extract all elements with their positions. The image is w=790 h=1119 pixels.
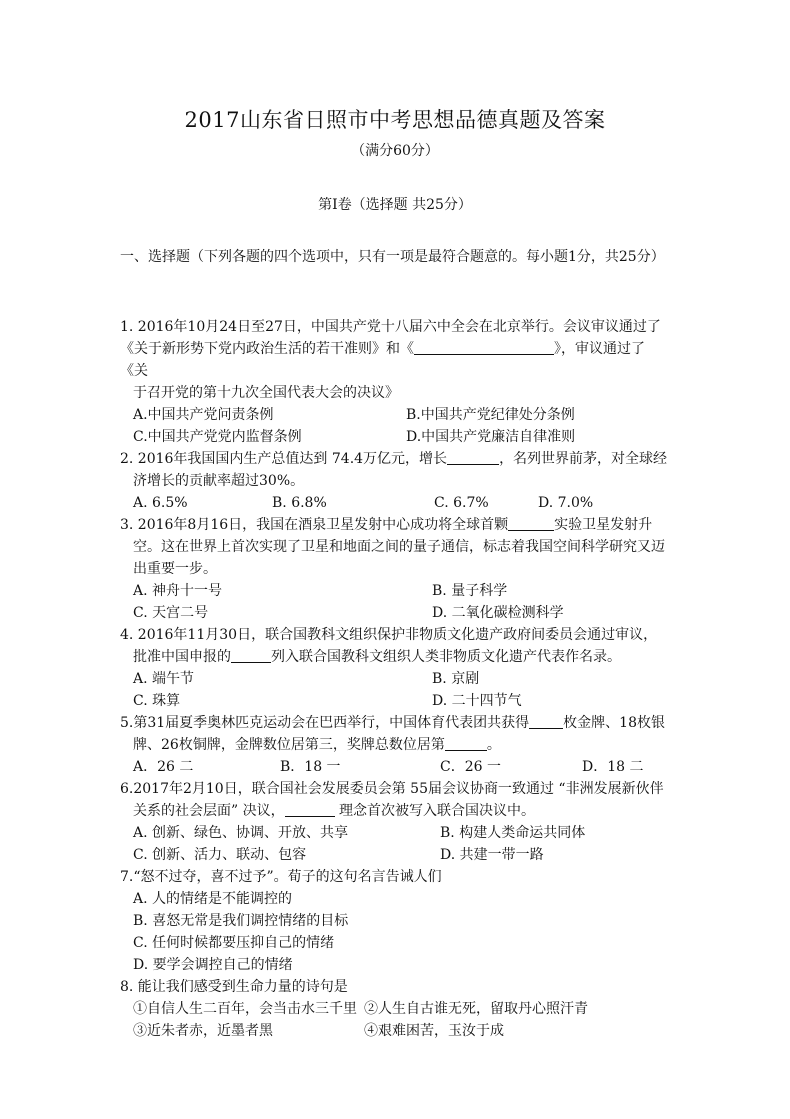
q1-stem-line: 《关: [120, 363, 148, 379]
q6-option-d: D. 共建一带一路: [440, 847, 544, 863]
q8-choice-3: ③近朱者赤，近墨者黑: [133, 1023, 273, 1039]
q3-stem-line: 空。这在世界上首次实现了卫星和地面之间的量子通信，标志着我国空间科学研究又迈: [133, 539, 665, 555]
q7-option-d: D. 要学会调控自己的情绪: [133, 957, 293, 973]
q4-stem-text: 列入联合国教科文组织人类非物质文化遗产代表作名录。: [271, 649, 621, 665]
q2-stem-line: [120, 450, 667, 468]
q4-option-c: C. 珠算: [133, 693, 181, 709]
q1-option-b: B.中国共产党纪律处分条例: [406, 407, 575, 423]
q3-stem-text: 3. 2016年8月16日，我国在酒泉卫星发射中心成功将全球首颗: [120, 517, 509, 533]
q5-option-a: A．26 二: [133, 759, 194, 775]
q3-option-b: B. 量子科学: [432, 583, 508, 599]
q4-option-a: A. 端午节: [133, 671, 195, 687]
q1-option-c: C.中国共产党党内监督条例: [133, 429, 302, 445]
q3-stem-line: 出重要一步。: [133, 561, 217, 577]
q8-choice-2: ②人生自古谁无死，留取丹心照汗青: [364, 1001, 588, 1017]
q5-stem-text: 5.第31届夏季奥林匹克运动会在巴西举行，中国体育代表团共获得: [120, 715, 530, 731]
score-note: （满分60分）: [351, 143, 439, 159]
q5-option-c: C．26 一: [440, 759, 501, 775]
q1-stem-text: 》，审议通过了: [554, 341, 645, 357]
q2-stem-text: 2. 2016年我国国内生产总值达到 74.4万亿元，增长: [120, 451, 448, 467]
q3-stem-text: 实验卫星发射升: [554, 517, 653, 533]
q3-option-c: C. 天宫二号: [133, 605, 209, 621]
answer-blank: [529, 714, 563, 729]
q1-option-d: D.中国共产党廉洁自律准则: [406, 429, 576, 445]
q5-stem-text: 。: [486, 737, 501, 753]
answer-blank: [285, 802, 335, 817]
q5-stem-text: 牌、26枚铜牌，金牌数位居第三，奖牌总数位居第: [133, 737, 445, 753]
q7-option-c: C. 任何时候都要压抑自己的情绪: [133, 935, 335, 951]
q6-option-c: C. 创新、活力、联动、包容: [133, 847, 307, 863]
q3-option-a: A. 神舟十一号: [133, 583, 223, 599]
q7-stem-line: 7.“怒不过夺，喜不过予”。荀子的这句名言告诫人们: [120, 869, 442, 885]
q5-option-b: B．18 一: [280, 759, 341, 775]
q8-choice-1: ①自信人生二百年，会当击水三千里: [133, 1001, 357, 1017]
q7-option-b: B. 喜怒无常是我们调控情绪的目标: [133, 913, 349, 929]
q5-stem-text: 枚金牌、18枚银: [563, 715, 665, 731]
q6-stem-line: [133, 802, 535, 820]
q2-stem-text: ，名列世界前茅，对全球经: [499, 451, 668, 467]
q3-stem-line: [120, 516, 652, 534]
q2-option-a: A. 6.5%: [133, 495, 188, 511]
q2-option-d: D. 7.0%: [538, 495, 594, 511]
q6-option-b: B. 构建人类命运共同体: [440, 825, 586, 841]
q6-stem-text: 理念首次被写入联合国决议中。: [334, 803, 536, 819]
q4-stem-line: 4. 2016年11月30日，联合国教科文组织保护非物质文化遗产政府间委员会通过审议，: [120, 627, 658, 643]
q2-stem-line: 济增长的贡献率超过30%。: [133, 473, 305, 489]
answer-blank: [447, 450, 499, 465]
q4-stem-line: [133, 648, 621, 666]
answer-blank: [445, 736, 487, 751]
q1-stem-text: 《关于新形势下党内政治生活的若干准则》和《: [120, 341, 414, 357]
q8-stem-line: 8. 能让我们感受到生命力量的诗句是: [120, 979, 348, 995]
q1-stem-line: 1. 2016年10月24日至27日，中国共产党十八届六中全会在北京举行。会议审议通过了: [120, 319, 661, 335]
q8-choice-4: ④艰难困苦，玉汝于成: [364, 1023, 504, 1039]
q1-option-a: A.中国共产党问责条例: [133, 407, 274, 423]
q4-option-b: B. 京剧: [432, 671, 480, 687]
section-heading: 第I卷（选择题 共25分）: [318, 197, 472, 213]
q4-option-d: D. 二十四节气: [432, 693, 522, 709]
q2-option-c: C. 6.7%: [434, 495, 489, 511]
q6-option-a: A. 创新、绿色、协调、开放、共享: [133, 825, 349, 841]
q4-stem-text: 批准中国申报的: [133, 649, 231, 665]
q3-option-d: D. 二氧化碳检测科学: [432, 605, 564, 621]
q5-stem-line: [133, 736, 501, 754]
q1-stem-line: 于召开党的第十九次全国代表大会的决议》: [133, 385, 399, 401]
q7-option-a: A. 人的情绪是不能调控的: [133, 891, 293, 907]
instruction-text: 一、选择题（下列各题的四个选项中，只有一项是最符合题意的。每小题1分，共25分）: [120, 249, 665, 265]
q5-stem-line: [120, 714, 665, 732]
answer-blank: [508, 516, 554, 531]
answer-blank: [414, 340, 554, 355]
q6-stem-line: 6.2017年2月10日，联合国社会发展委员会第 55届会议协商一致通过 “非洲发展新伙伴: [120, 781, 664, 797]
q1-stem-line: [120, 340, 645, 358]
q5-option-d: D．18 二: [582, 759, 644, 775]
page-title: 2017山东省日照市中考思想品德真题及答案: [184, 108, 606, 132]
q6-stem-text: 关系的社会层面” 决议，: [133, 803, 285, 819]
q2-option-b: B. 6.8%: [272, 495, 327, 511]
answer-blank: [231, 648, 271, 663]
